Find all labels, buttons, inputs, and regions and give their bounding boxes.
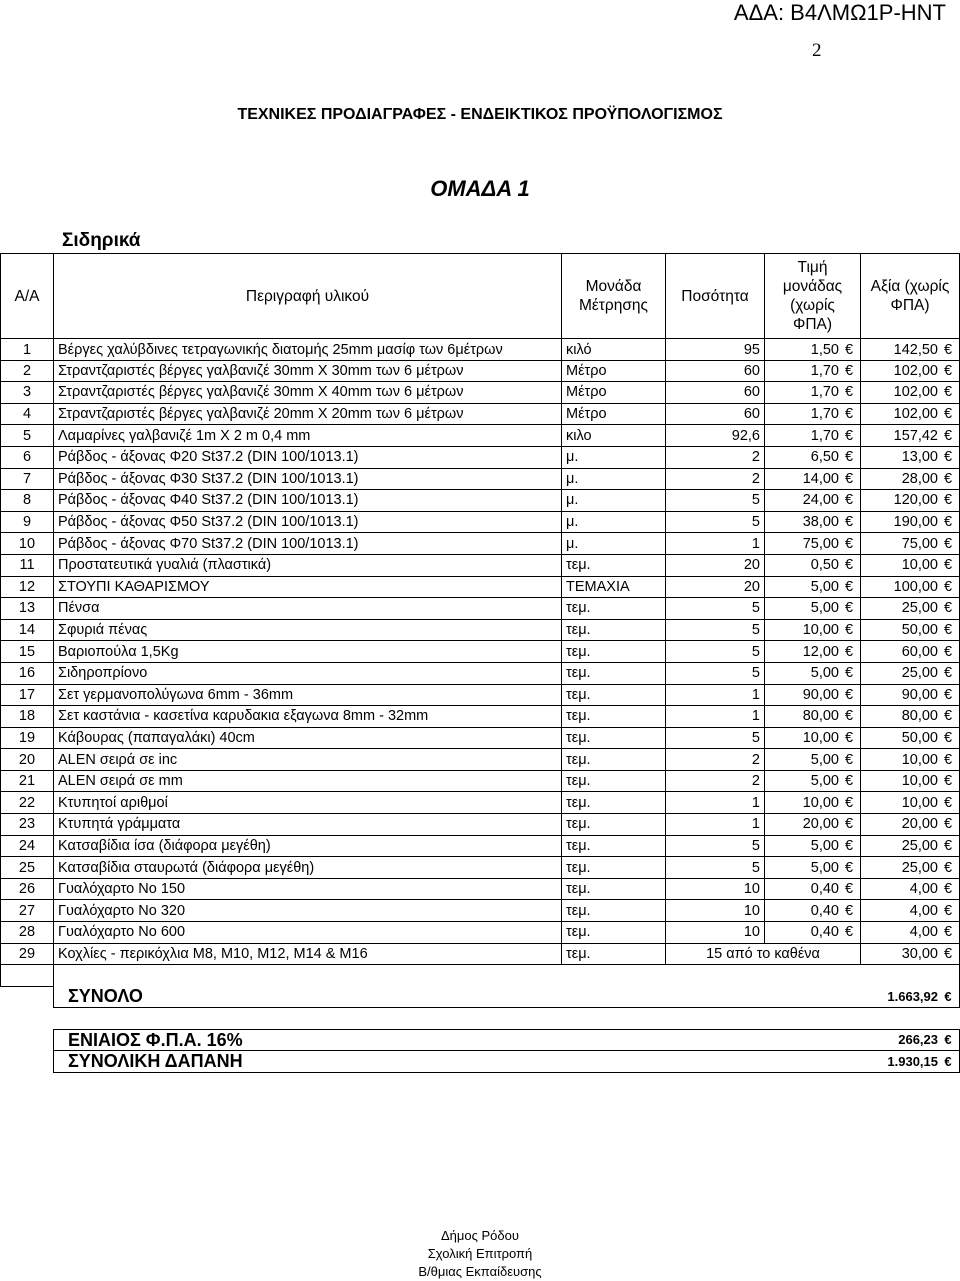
row-unit-price: 5,00 €	[765, 835, 861, 857]
table-header-row	[1, 254, 960, 339]
euro-icon: €	[844, 384, 854, 401]
row-description: ALEN σειρά σε mm	[54, 770, 562, 792]
euro-icon: €	[943, 362, 953, 379]
euro-icon: €	[844, 406, 854, 423]
row-value: 13,00 €	[861, 446, 960, 468]
euro-icon: €	[844, 600, 854, 617]
row-unit-price: 10,00 €	[765, 792, 861, 814]
table-row	[1, 900, 960, 922]
euro-icon: €	[943, 470, 953, 487]
euro-icon: €	[943, 946, 953, 963]
table-row	[1, 554, 960, 576]
table-row	[1, 425, 960, 447]
row-no: 20	[1, 749, 54, 771]
row-description: ΣΤΟΥΠΙ ΚΑΘΑΡΙΣΜΟΥ	[54, 576, 562, 598]
euro-icon: €	[844, 686, 854, 703]
euro-icon: €	[844, 514, 854, 531]
row-value: 4,00 €	[861, 900, 960, 922]
header-value: Αξία (χωρίς ΦΠΑ)	[861, 254, 960, 339]
row-description: ALEN σειρά σε inc	[54, 749, 562, 771]
row-unit: Μέτρο	[562, 382, 666, 404]
row-value: 142,50 €	[861, 339, 960, 361]
row-unit-price: 5,00 €	[765, 857, 861, 879]
row-unit: τεμ.	[562, 835, 666, 857]
row-value: 50,00 €	[861, 727, 960, 749]
row-description: Κτυπητά γράμματα	[54, 814, 562, 836]
row-unit: μ.	[562, 533, 666, 555]
row-unit-price: 38,00 €	[765, 511, 861, 533]
euro-icon: €	[943, 816, 953, 833]
row-description: Ράβδος - άξονας Φ40 St37.2 (DIN 100/1013.1)	[54, 490, 562, 512]
row-no: 5	[1, 425, 54, 447]
row-no: 18	[1, 706, 54, 728]
table-body	[1, 339, 960, 1073]
row-no: 9	[1, 511, 54, 533]
sum-label: ΣΥΝΟΛΟ	[54, 986, 861, 1007]
row-description: Βαριοπούλα 1,5Kg	[54, 641, 562, 663]
row-quantity: 5	[666, 619, 765, 641]
euro-icon: €	[943, 643, 953, 660]
row-unit-price: 80,00 €	[765, 706, 861, 728]
row-value: 10,00 €	[861, 554, 960, 576]
table-row	[1, 792, 960, 814]
row-description: Κατσαβίδια ίσα (διάφορα μεγέθη)	[54, 835, 562, 857]
row-description: Πένσα	[54, 598, 562, 620]
euro-icon: €	[844, 902, 854, 919]
grand-total-label: ΣΥΝΟΛΙΚΗ ΔΑΠΑΝΗ	[54, 1051, 861, 1073]
row-description: Λαμαρίνες γαλβανιζέ 1m X 2 m 0,4 mm	[54, 425, 562, 447]
row-description: Σετ γερμανοπολύγωνα 6mm - 36mm	[54, 684, 562, 706]
euro-icon: €	[943, 708, 953, 725]
row-unit-price: 1,50 €	[765, 339, 861, 361]
page-number: 2	[812, 40, 822, 61]
row-value: 20,00 €	[861, 814, 960, 836]
table-row	[1, 922, 960, 944]
row-quantity: 1	[666, 814, 765, 836]
euro-icon: €	[844, 751, 854, 768]
row-value: 10,00 €	[861, 792, 960, 814]
row-value: 50,00 €	[861, 619, 960, 641]
row-value: 28,00 €	[861, 468, 960, 490]
row-description: Ράβδος - άξονας Φ20 St37.2 (DIN 100/1013.1)	[54, 446, 562, 468]
row-unit-price: 1,70 €	[765, 425, 861, 447]
row-quantity: 5	[666, 641, 765, 663]
row-description: Κατσαβίδια σταυρωτά (διάφορα μεγέθη)	[54, 857, 562, 879]
row-value: 4,00 €	[861, 922, 960, 944]
euro-icon: €	[943, 665, 953, 682]
row-unit-price: 12,00 €	[765, 641, 861, 663]
row-description: Σετ καστάνια - κασετίνα καρυδακια εξαγωνα 8mm - 32mm	[54, 706, 562, 728]
row-unit-price: 1,70 €	[765, 403, 861, 425]
row-unit: τεμ.	[562, 943, 666, 965]
table-row	[1, 727, 960, 749]
row-unit-price: 90,00 €	[765, 684, 861, 706]
euro-icon: €	[943, 622, 953, 639]
row-quantity: 5	[666, 490, 765, 512]
euro-icon: €	[943, 514, 953, 531]
row-value: 10,00 €	[861, 770, 960, 792]
row-value: 25,00 €	[861, 662, 960, 684]
euro-icon: €	[943, 384, 953, 401]
row-unit: τεμ.	[562, 900, 666, 922]
vat-value: 266,23 €	[861, 1029, 960, 1051]
row-unit-price: 5,00 €	[765, 598, 861, 620]
table-row	[1, 533, 960, 555]
row-unit: τεμ.	[562, 662, 666, 684]
table-row	[1, 576, 960, 598]
row-no: 22	[1, 792, 54, 814]
row-quantity: 95	[666, 339, 765, 361]
row-unit: τεμ.	[562, 684, 666, 706]
euro-icon: €	[844, 859, 854, 876]
footer-line-2: Σχολική Επιτροπή	[427, 1246, 533, 1261]
euro-icon: €	[844, 773, 854, 790]
row-quantity: 20	[666, 576, 765, 598]
row-unit: τεμ.	[562, 727, 666, 749]
row-description: Στραντζαριστές βέργες γαλβανιζέ 30mm X 30mm των 6 μέτρων	[54, 360, 562, 382]
euro-icon: €	[844, 622, 854, 639]
row-unit: ΤΕΜΑΧΙΑ	[562, 576, 666, 598]
header-unit-price: Τιμή μονάδας (χωρίς ΦΠΑ)	[765, 254, 861, 339]
row-value: 75,00 €	[861, 533, 960, 555]
row-description: Γυαλόχαρτο Νο 600	[54, 922, 562, 944]
row-quantity: 20	[666, 554, 765, 576]
euro-icon: €	[943, 686, 953, 703]
row-unit: τεμ.	[562, 641, 666, 663]
row-quantity: 2	[666, 468, 765, 490]
row-quantity: 60	[666, 403, 765, 425]
euro-icon: €	[943, 600, 953, 617]
row-no: 4	[1, 403, 54, 425]
euro-icon: €	[944, 988, 952, 1004]
table-row	[1, 619, 960, 641]
euro-icon: €	[844, 729, 854, 746]
row-description: Σιδηροπρίονο	[54, 662, 562, 684]
row-quantity: 60	[666, 382, 765, 404]
row-quantity: 5	[666, 662, 765, 684]
row-unit: μ.	[562, 511, 666, 533]
row-quantity: 5	[666, 727, 765, 749]
row-quantity: 2	[666, 770, 765, 792]
sum-value: 1.663,92 €	[861, 986, 960, 1007]
row-value: 80,00 €	[861, 706, 960, 728]
row-description: Γυαλόχαρτο Νο 320	[54, 900, 562, 922]
row-quantity-note: 15 από το καθένα	[666, 943, 861, 965]
row-no: 28	[1, 922, 54, 944]
row-value: 102,00 €	[861, 403, 960, 425]
row-no: 13	[1, 598, 54, 620]
grand-total-row	[1, 1051, 960, 1073]
euro-icon: €	[943, 492, 953, 509]
row-no: 25	[1, 857, 54, 879]
euro-icon: €	[943, 924, 953, 941]
header-quantity: Ποσότητα	[666, 254, 765, 339]
euro-icon: €	[844, 708, 854, 725]
row-value: 102,00 €	[861, 382, 960, 404]
row-description: Κτυπητοί αριθμοί	[54, 792, 562, 814]
header-unit: Μονάδα Μέτρησης	[562, 254, 666, 339]
euro-icon: €	[943, 773, 953, 790]
row-value: 102,00 €	[861, 360, 960, 382]
table-row	[1, 598, 960, 620]
row-quantity: 10	[666, 878, 765, 900]
row-no: 17	[1, 684, 54, 706]
table-row	[1, 770, 960, 792]
row-unit-price: 75,00 €	[765, 533, 861, 555]
row-unit-price: 0,40 €	[765, 878, 861, 900]
row-description: Γυαλόχαρτο Νο 150	[54, 878, 562, 900]
row-quantity: 5	[666, 835, 765, 857]
table-row	[1, 662, 960, 684]
row-unit: μ.	[562, 446, 666, 468]
row-value: 190,00 €	[861, 511, 960, 533]
euro-icon: €	[943, 837, 953, 854]
euro-icon: €	[943, 427, 953, 444]
euro-icon: €	[844, 881, 854, 898]
euro-icon: €	[944, 1032, 952, 1048]
row-no: 19	[1, 727, 54, 749]
table-row	[1, 814, 960, 836]
row-no: 8	[1, 490, 54, 512]
euro-icon: €	[844, 535, 854, 552]
row-unit-price: 0,40 €	[765, 900, 861, 922]
row-no: 1	[1, 339, 54, 361]
euro-icon: €	[844, 341, 854, 358]
blank-row	[1, 965, 960, 987]
row-unit: κιλό	[562, 339, 666, 361]
row-value: 90,00 €	[861, 684, 960, 706]
euro-icon: €	[943, 341, 953, 358]
row-quantity: 2	[666, 749, 765, 771]
row-unit: τεμ.	[562, 814, 666, 836]
row-unit-price: 5,00 €	[765, 770, 861, 792]
euro-icon: €	[844, 470, 854, 487]
row-no: 11	[1, 554, 54, 576]
row-unit-price: 5,00 €	[765, 749, 861, 771]
euro-icon: €	[844, 449, 854, 466]
row-description: Σφυριά πένας	[54, 619, 562, 641]
euro-icon: €	[943, 449, 953, 466]
row-unit: τεμ.	[562, 857, 666, 879]
table-row	[1, 706, 960, 728]
row-unit: μ.	[562, 490, 666, 512]
table-row	[1, 339, 960, 361]
row-unit: Μέτρο	[562, 360, 666, 382]
table-row	[1, 749, 960, 771]
row-quantity: 1	[666, 684, 765, 706]
table-row	[1, 684, 960, 706]
euro-icon: €	[943, 535, 953, 552]
footer-line-1: Δήμος Ρόδου	[441, 1228, 519, 1243]
table-row	[1, 943, 960, 965]
row-value: 60,00 €	[861, 641, 960, 663]
header-description: Περιγραφή υλικού	[54, 254, 562, 339]
euro-icon: €	[844, 816, 854, 833]
row-value: 100,00 €	[861, 576, 960, 598]
row-unit: τεμ.	[562, 706, 666, 728]
row-description: Στραντζαριστές βέργες γαλβανιζέ 30mm X 40mm των 6 μέτρων	[54, 382, 562, 404]
row-unit-price: 6,50 €	[765, 446, 861, 468]
euro-icon: €	[844, 837, 854, 854]
row-quantity: 1	[666, 706, 765, 728]
row-unit: τεμ.	[562, 922, 666, 944]
items-table	[0, 253, 960, 1073]
row-no: 21	[1, 770, 54, 792]
table-row	[1, 835, 960, 857]
group-title: ΟΜΑΔΑ 1	[430, 176, 530, 201]
row-no: 29	[1, 943, 54, 965]
euro-icon: €	[943, 881, 953, 898]
row-no: 12	[1, 576, 54, 598]
table-row	[1, 360, 960, 382]
row-unit-price: 1,70 €	[765, 382, 861, 404]
row-quantity: 10	[666, 922, 765, 944]
gap-row	[1, 1007, 960, 1029]
row-no: 26	[1, 878, 54, 900]
row-unit-price: 1,70 €	[765, 360, 861, 382]
row-unit-price: 10,00 €	[765, 727, 861, 749]
vat-label: ΕΝΙΑΙΟΣ Φ.Π.Α. 16%	[54, 1029, 861, 1051]
row-value: 157,42 €	[861, 425, 960, 447]
table-row	[1, 468, 960, 490]
row-quantity: 2	[666, 446, 765, 468]
vat-row	[1, 1029, 960, 1051]
euro-icon: €	[943, 406, 953, 423]
row-quantity: 1	[666, 533, 765, 555]
row-no: 10	[1, 533, 54, 555]
row-no: 7	[1, 468, 54, 490]
row-no: 24	[1, 835, 54, 857]
row-unit-price: 5,00 €	[765, 576, 861, 598]
grand-total-value: 1.930,15 €	[861, 1051, 960, 1073]
row-quantity: 60	[666, 360, 765, 382]
row-value: 25,00 €	[861, 835, 960, 857]
row-value: 10,00 €	[861, 749, 960, 771]
row-unit: τεμ.	[562, 598, 666, 620]
table-row	[1, 490, 960, 512]
row-value: 120,00 €	[861, 490, 960, 512]
row-description: Βέργες χαλύβδινες τετραγωνικής διατομής 25mm μασίφ των 6μέτρων	[54, 339, 562, 361]
document-title: ΤΕΧΝΙΚΕΣ ΠΡΟΔΙΑΓΡΑΦΕΣ - ΕΝΔΕΙΚΤΙΚΟΣ ΠΡΟΫΠΟΛΟΓΙΣΜΟΣ	[237, 106, 723, 123]
euro-icon: €	[943, 729, 953, 746]
footer-line-3: Β/θμιας Εκπαίδευσης	[418, 1264, 542, 1279]
row-no: 15	[1, 641, 54, 663]
row-value: 25,00 €	[861, 598, 960, 620]
row-no: 14	[1, 619, 54, 641]
row-no: 27	[1, 900, 54, 922]
row-unit: τεμ.	[562, 878, 666, 900]
row-unit-price: 0,40 €	[765, 922, 861, 944]
row-unit-price: 0,50 €	[765, 554, 861, 576]
row-quantity: 92,6	[666, 425, 765, 447]
row-description: Ράβδος - άξονας Φ30 St37.2 (DIN 100/1013.1)	[54, 468, 562, 490]
row-description: Κάβουρας (παπαγαλάκι) 40cm	[54, 727, 562, 749]
euro-icon: €	[844, 794, 854, 811]
euro-icon: €	[943, 557, 953, 574]
table-row	[1, 403, 960, 425]
table-row	[1, 641, 960, 663]
euro-icon: €	[844, 492, 854, 509]
row-unit-price: 24,00 €	[765, 490, 861, 512]
row-description: Ράβδος - άξονας Φ50 St37.2 (DIN 100/1013.1)	[54, 511, 562, 533]
row-description: Προστατευτικά γυαλιά (πλαστικά)	[54, 554, 562, 576]
row-unit: τεμ.	[562, 749, 666, 771]
euro-icon: €	[844, 665, 854, 682]
row-unit: τεμ.	[562, 554, 666, 576]
row-no: 2	[1, 360, 54, 382]
euro-icon: €	[844, 427, 854, 444]
row-unit: τεμ.	[562, 792, 666, 814]
table-row	[1, 382, 960, 404]
table-row	[1, 857, 960, 879]
row-description: Στραντζαριστές βέργες γαλβανιζέ 20mm X 20mm των 6 μέτρων	[54, 403, 562, 425]
row-no: 16	[1, 662, 54, 684]
row-unit: κιλο	[562, 425, 666, 447]
euro-icon: €	[844, 643, 854, 660]
euro-icon: €	[943, 859, 953, 876]
euro-icon: €	[844, 362, 854, 379]
row-quantity: 5	[666, 511, 765, 533]
row-no: 23	[1, 814, 54, 836]
row-no: 6	[1, 446, 54, 468]
euro-icon: €	[943, 794, 953, 811]
euro-icon: €	[844, 578, 854, 595]
row-value: 25,00 €	[861, 857, 960, 879]
row-quantity: 1	[666, 792, 765, 814]
row-unit: Μέτρο	[562, 403, 666, 425]
euro-icon: €	[944, 1053, 952, 1069]
euro-icon: €	[943, 578, 953, 595]
row-unit: τεμ.	[562, 619, 666, 641]
row-unit: μ.	[562, 468, 666, 490]
row-value: 30,00 €	[861, 943, 960, 965]
row-unit-price: 14,00 €	[765, 468, 861, 490]
euro-icon: €	[844, 924, 854, 941]
row-unit: τεμ.	[562, 770, 666, 792]
table-row	[1, 511, 960, 533]
header-no: Α/Α	[1, 254, 54, 339]
row-value: 4,00 €	[861, 878, 960, 900]
row-quantity: 5	[666, 857, 765, 879]
euro-icon: €	[844, 557, 854, 574]
ada-code: ΑΔΑ: Β4ΛΜΩ1Ρ-ΗΝΤ	[733, 0, 946, 25]
row-unit-price: 5,00 €	[765, 662, 861, 684]
footer	[0, 1227, 960, 1281]
table-row	[1, 446, 960, 468]
row-description: Ράβδος - άξονας Φ70 St37.2 (DIN 100/1013.1)	[54, 533, 562, 555]
sum-row	[1, 986, 960, 1007]
euro-icon: €	[943, 751, 953, 768]
row-quantity: 10	[666, 900, 765, 922]
row-unit-price: 10,00 €	[765, 619, 861, 641]
section-title: Σιδηρικά	[62, 230, 141, 251]
table-row	[1, 878, 960, 900]
row-quantity: 5	[666, 598, 765, 620]
row-no: 3	[1, 382, 54, 404]
row-description: Κοχλίες - περικόχλια Μ8, Μ10, Μ12, Μ14 & Μ16	[54, 943, 562, 965]
row-unit-price: 20,00 €	[765, 814, 861, 836]
euro-icon: €	[943, 902, 953, 919]
